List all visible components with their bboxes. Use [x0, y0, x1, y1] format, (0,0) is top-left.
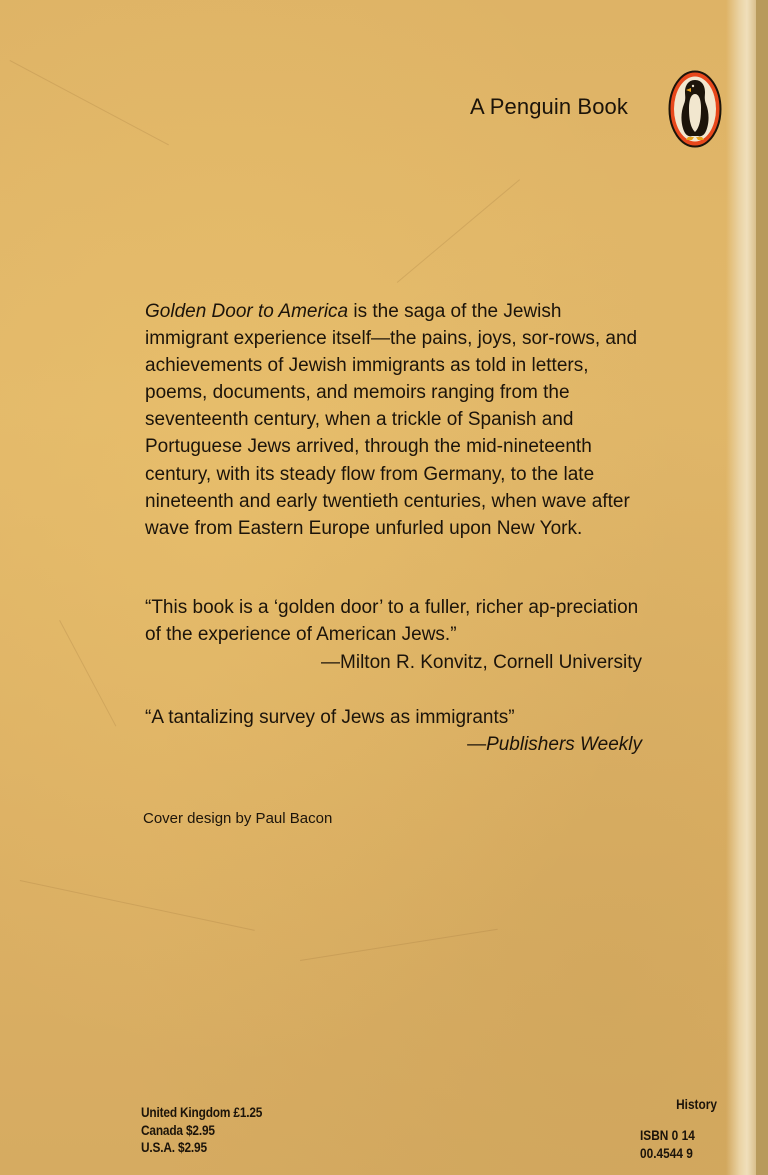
- blurb-paragraph: [145, 298, 640, 542]
- isbn-line-1: ISBN 0 14: [640, 1128, 695, 1143]
- blurb-body-text: is the saga of the Jewish immigrant experience itself—the pains, joys, sor-rows, and achievements of Jewish immigrants as told in letters, poems, documents, and memoirs ranging from the seventeenth century, when a trickle of Spanish and Portuguese Jews arrived, through the mid-nineteenth century, with its steady flow from Germany, to the late nineteenth and early twentieth centuries, when wave after wave from Eastern Europe unfurled upon New York.: [145, 301, 638, 539]
- review-quote-text: “A tantalizing survey of Jews as immigrants”: [145, 707, 515, 728]
- cover-crease: [300, 929, 498, 961]
- review-quote-publishers-weekly: [145, 704, 645, 759]
- cover-crease: [10, 60, 169, 145]
- price-canada: Canada $2.95: [141, 1122, 215, 1138]
- review-quote-text: “This book is a ‘golden door’ to a fuller, richer ap-preciation of the experience of American Jews.”: [145, 597, 639, 646]
- subject-category: History: [676, 1097, 717, 1112]
- isbn-line-2: 00.4544 9: [640, 1145, 693, 1161]
- attribution-dash: —: [467, 734, 487, 756]
- cover-spine-edge: [726, 0, 756, 1175]
- cover-crease: [397, 179, 520, 283]
- cover-crease: [59, 620, 116, 726]
- cover-crease: [20, 880, 255, 931]
- review-quote-attribution: [145, 731, 645, 758]
- publisher-brand-text: A Penguin Book: [470, 94, 628, 119]
- penguin-logo-icon: [668, 70, 722, 148]
- cover-design-credit: Cover design by Paul Bacon: [143, 810, 333, 827]
- price-usa: U.S.A. $2.95: [141, 1140, 207, 1155]
- price-list: [141, 1104, 262, 1157]
- isbn-number: [640, 1127, 695, 1162]
- review-quote-attribution: —Milton R. Konvitz, Cornell University: [321, 651, 642, 673]
- review-quote-konvitz: [145, 594, 645, 676]
- price-uk: United Kingdom £1.25: [141, 1105, 263, 1120]
- attribution-source: Publishers Weekly: [486, 734, 642, 756]
- book-title-italic: Golden Door to America: [145, 301, 349, 322]
